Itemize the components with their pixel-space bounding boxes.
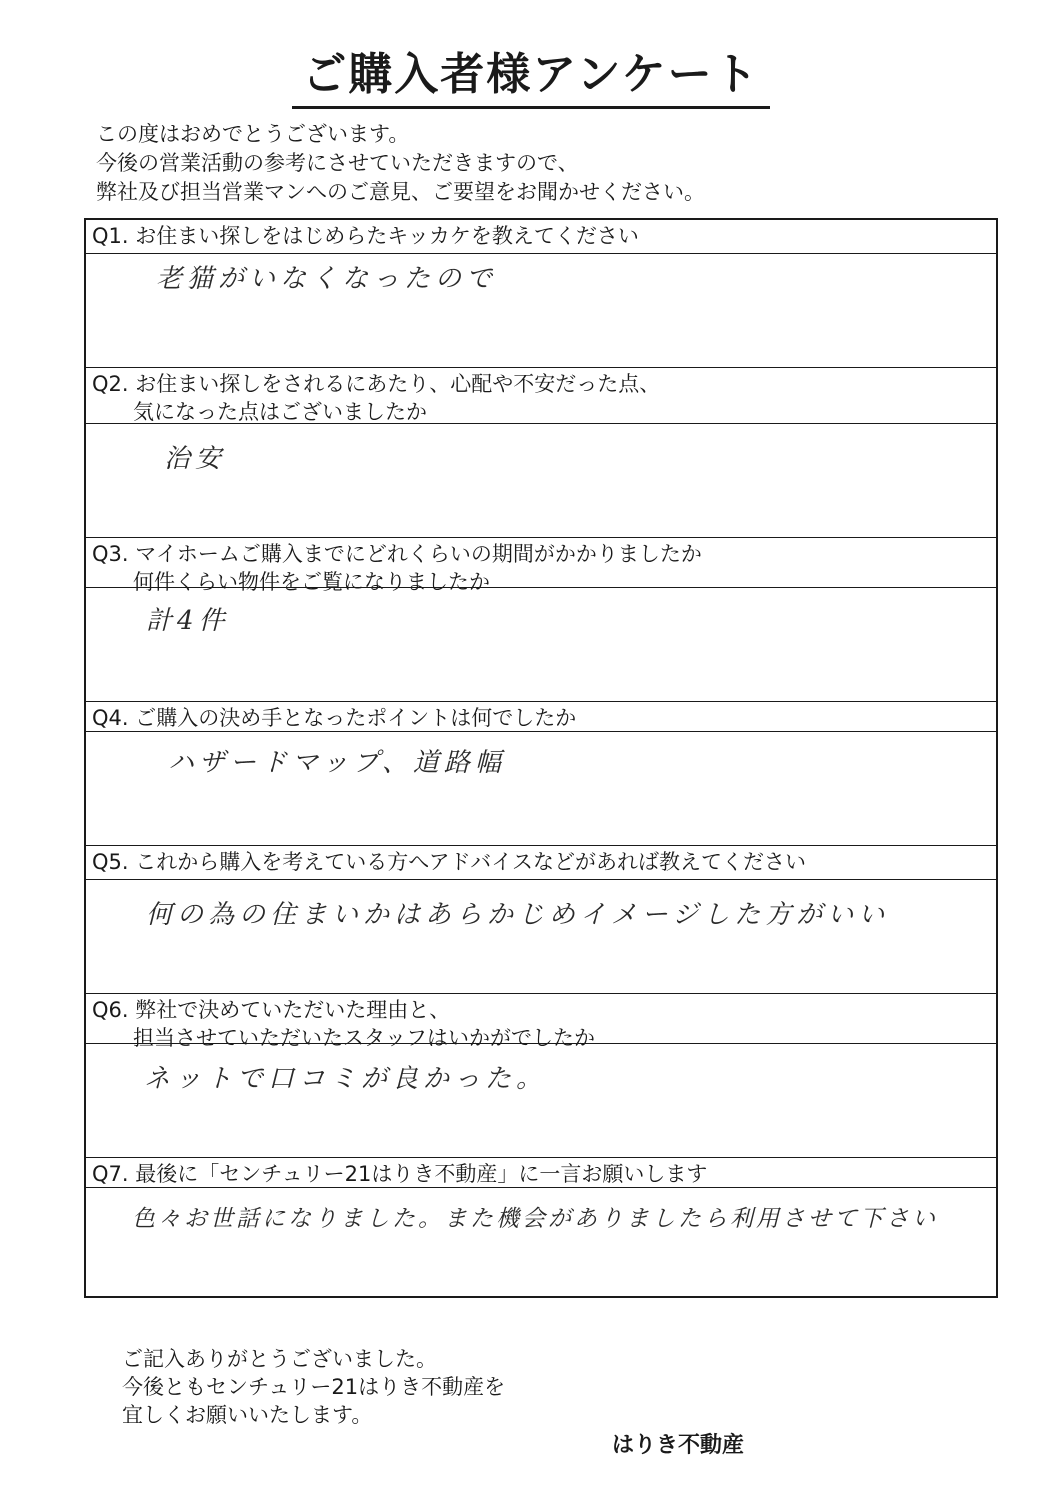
answer-3-field[interactable] [86, 588, 996, 702]
intro-line: この度はおめでとうございます。 [96, 122, 410, 146]
answer-2-text: 治安 [164, 444, 227, 474]
answer-4-field[interactable] [86, 732, 996, 846]
intro-line: 今後の営業活動の参考にさせていただきますので、 [96, 151, 579, 175]
answer-6-text: ネットで口コミが良かった。 [144, 1064, 548, 1094]
answer-4-text: ハザードマップ、道路幅 [168, 748, 506, 778]
question-5: Q5. これから購入を考えている方へアドバイスなどがあれば教えてください [86, 846, 996, 880]
answer-7-field[interactable] [86, 1188, 996, 1296]
question-1: Q1. お住まい探しをはじめらたキッカケを教えてください [86, 220, 996, 254]
question-6: Q6. 弊社で決めていただいた理由と、 担当させていただいたスタッフはいかがでしたか [86, 994, 996, 1044]
question-3: Q3. マイホームご購入までにどれくらいの期間がかかりましたか 何件くらい物件をご覧になりましたか [86, 538, 996, 588]
answer-2-field[interactable] [86, 424, 996, 538]
answer-1-text: 老猫がいなくなったので [156, 264, 498, 294]
closing-text [122, 1345, 505, 1429]
closing-line: ご記入ありがとうございました。 [122, 1347, 437, 1371]
answer-6-field[interactable] [86, 1044, 996, 1158]
survey-form [84, 218, 998, 1298]
answer-1-field[interactable] [86, 254, 996, 368]
page-title: ご購入者様アンケート [0, 38, 1062, 109]
company-name: はりき不動産 [612, 1433, 745, 1458]
intro-line: 弊社及び担当営業マンへのご意見、ご要望をお聞かせください。 [96, 180, 705, 204]
question-7: Q7. 最後に「センチュリー21はりき不動産」に一言お願いします [86, 1158, 996, 1188]
closing-line: 宜しくお願いいたします。 [122, 1403, 373, 1427]
question-4: Q4. ご購入の決め手となったポイントは何でしたか [86, 702, 996, 732]
closing-line: 今後ともセンチュリー21はりき不動産を [122, 1375, 506, 1399]
answer-5-field[interactable] [86, 880, 996, 994]
answer-3-text: 計4件 [146, 606, 230, 636]
answer-7-text: 色々お世話になりました。また機会がありましたら利用させて下さい [132, 1206, 938, 1232]
intro-text [96, 120, 705, 207]
question-2: Q2. お住まい探しをされるにあたり、心配や不安だった点、 気になった点はございましたか [86, 368, 996, 424]
answer-5-text: 何の為の住まいかはあらかじめイメージした方がいい [146, 900, 890, 930]
